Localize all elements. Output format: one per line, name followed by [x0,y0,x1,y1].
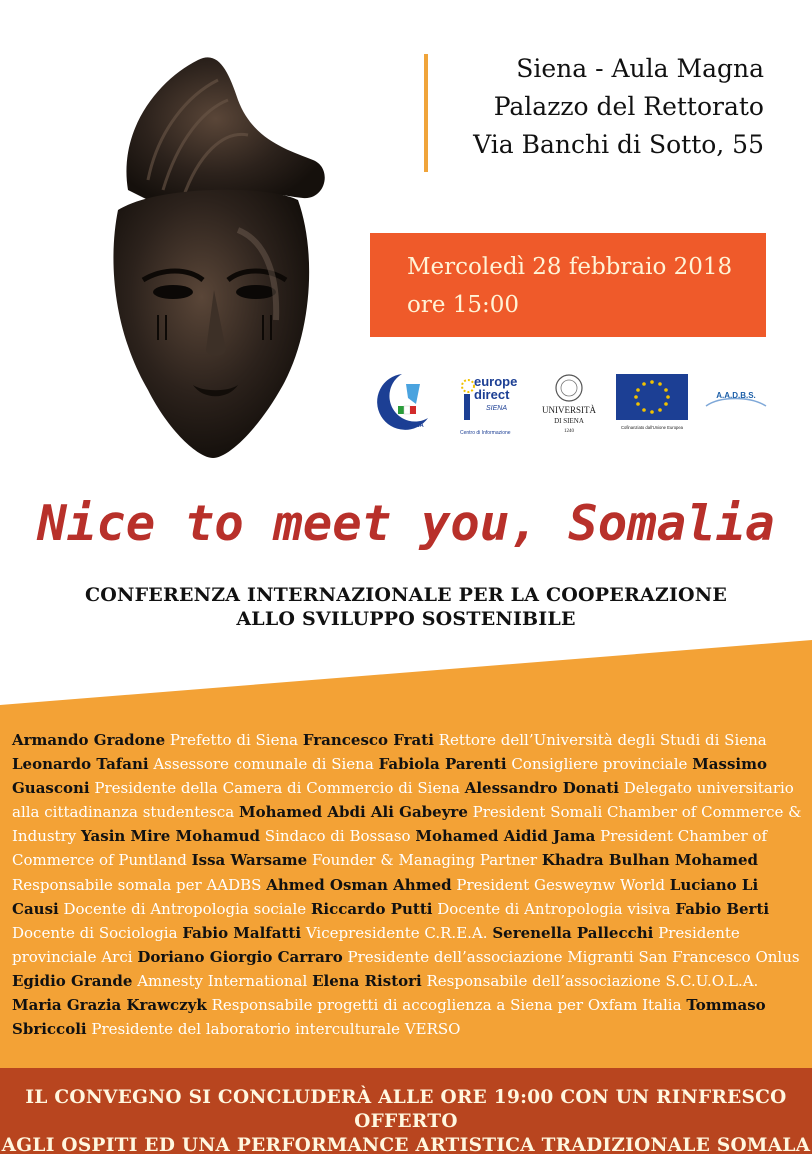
venue-line-2: Palazzo del Rettorato [493,92,764,121]
venue-accent-bar [424,54,428,172]
speaker-role: Responsabile progetti di accoglienza a Siena per Oxfam Italia [211,996,682,1015]
somalia-logo [368,370,446,432]
subtitle-line-2: ALLO SVILUPPO SOSTENIBILE [236,608,576,630]
speaker-role: Founder & Managing Partner [312,851,538,870]
speaker-name: Maria Grazia Krawczyk [12,996,207,1015]
footer-line-2: AGLI OSPITI ED UNA PERFORMANCE ARTISTICA TRADIZIONALE SOMALA [1,1135,811,1156]
date-box [370,233,766,337]
page-title: Nice to meet you, Somalia [37,495,775,552]
somalia-logo-text: SOMALIA [396,423,424,429]
europe-direct-logo [456,368,530,440]
venue-line-1: Siena - Aula Magna [516,54,764,83]
speaker-role: Presidente della Camera di Commercio di Siena [94,779,460,798]
speaker-role: Assessore comunale di Siena [153,755,374,774]
speaker-role: Responsabile somala per AADBS [12,875,262,894]
speaker-name: Francesco Frati [302,731,434,749]
speaker-name: Mohamed Abdi Ali Gabeyre [238,803,468,822]
footer-banner [0,1068,812,1154]
speaker-role: Sindaco di Bossaso [264,827,411,846]
speaker-name: Ahmed Osman Ahmed [266,875,452,894]
speaker-role: Presidente provinciale Arci [12,923,740,966]
footer-line-1: IL CONVEGNO SI CONCLUDERÀ ALLE ORE 19:00 CON UN RINFRESCO OFFERTO [25,1087,787,1132]
unisi-text-1: UNIVERSITÀ [542,405,596,415]
speaker-role: President Chamber of Commerce of Puntland [12,827,768,870]
unisi-text-2: DI SIENA [554,417,584,425]
partner-logos [368,368,778,458]
speaker-name: Serenella Pallecchi [492,923,654,942]
speaker-role: President Gesweynw World [456,875,665,894]
unisi-text-3: 1240 [564,429,574,434]
eu-text: Cofinanziato dall'Unione Europea [620,425,684,430]
african-mask-image [88,40,338,460]
speaker-role: Presidente del laboratorio interculturale VERSO [91,1020,461,1039]
subtitle [0,583,812,631]
universita-siena-logo [538,372,600,442]
speaker-name: Luciano Li Causi [12,875,759,918]
speaker-name: Doriano Giorgio Carraro [137,947,343,966]
speaker-role: Docente di Sociologia [12,923,178,942]
speaker-name: Mohamed Aidid Jama [415,827,596,846]
speaker-role: Vicepresidente C.R.E.A. [305,923,488,942]
speaker-role: Consigliere provinciale [511,755,688,774]
aadbs-logo [700,382,772,422]
speaker-role: Presidente dell’associazione Migranti San Francesco Onlus [347,947,800,966]
speaker-name: Tommaso Sbriccoli [12,996,766,1039]
date-time: ore 15:00 [407,292,520,318]
date-day: Mercoledì 28 febbraio 2018 [407,254,733,280]
speaker-name: Issa Warsame [191,851,308,870]
speaker-name: Alessandro Donati [464,779,619,798]
venue-block [473,50,764,164]
speaker-role: Responsabile dell’associazione S.C.U.O.L.A. [426,971,759,990]
speaker-name: Khadra Bulhan Mohamed [541,851,759,870]
speaker-role: Docente di Antropologia visiva [437,899,671,918]
europe-direct-text-3: SIENA [486,405,508,412]
europe-direct-text-1: europe [474,374,518,389]
speaker-name: Massimo Guasconi [12,755,767,798]
europe-direct-text-4: Centro di Informazione [460,430,511,436]
speaker-role: Delegato universitario alla cittadinanza studentesca [12,779,794,822]
speaker-name: Yasin Mire Mohamud [81,827,261,846]
speaker-role: President Somali Chamber of Commerce & Industry [12,803,802,846]
speaker-role: Prefetto di Siena [169,731,299,749]
venue-line-3: Via Banchi di Sotto, 55 [473,130,764,159]
speaker-name: Fabio Berti [675,899,770,918]
speaker-name: Fabio Malfatti [182,923,302,942]
subtitle-line-1: CONFERENZA INTERNAZIONALE PER LA COOPERAZIONE [84,584,728,606]
speaker-name: Elena Ristori [312,971,422,990]
aadbs-text: A.A.D.B.S. [716,391,756,400]
speaker-role: Rettore dell’Università degli Studi di Siena [438,731,767,749]
europe-direct-text-2: direct [474,387,510,402]
speaker-name: Fabiola Parenti [378,755,507,774]
speaker-name: Leonardo Tafani [12,755,149,774]
speaker-name: Riccardo Putti [310,899,433,918]
speaker-role: Docente di Antropologia sociale [63,899,307,918]
speaker-role: Amnesty International [137,971,308,990]
eu-flag-logo [614,374,690,438]
speakers-list [12,728,804,1041]
speaker-name: Armando Gradone [12,731,166,749]
speaker-name: Egidio Grande [12,971,133,990]
